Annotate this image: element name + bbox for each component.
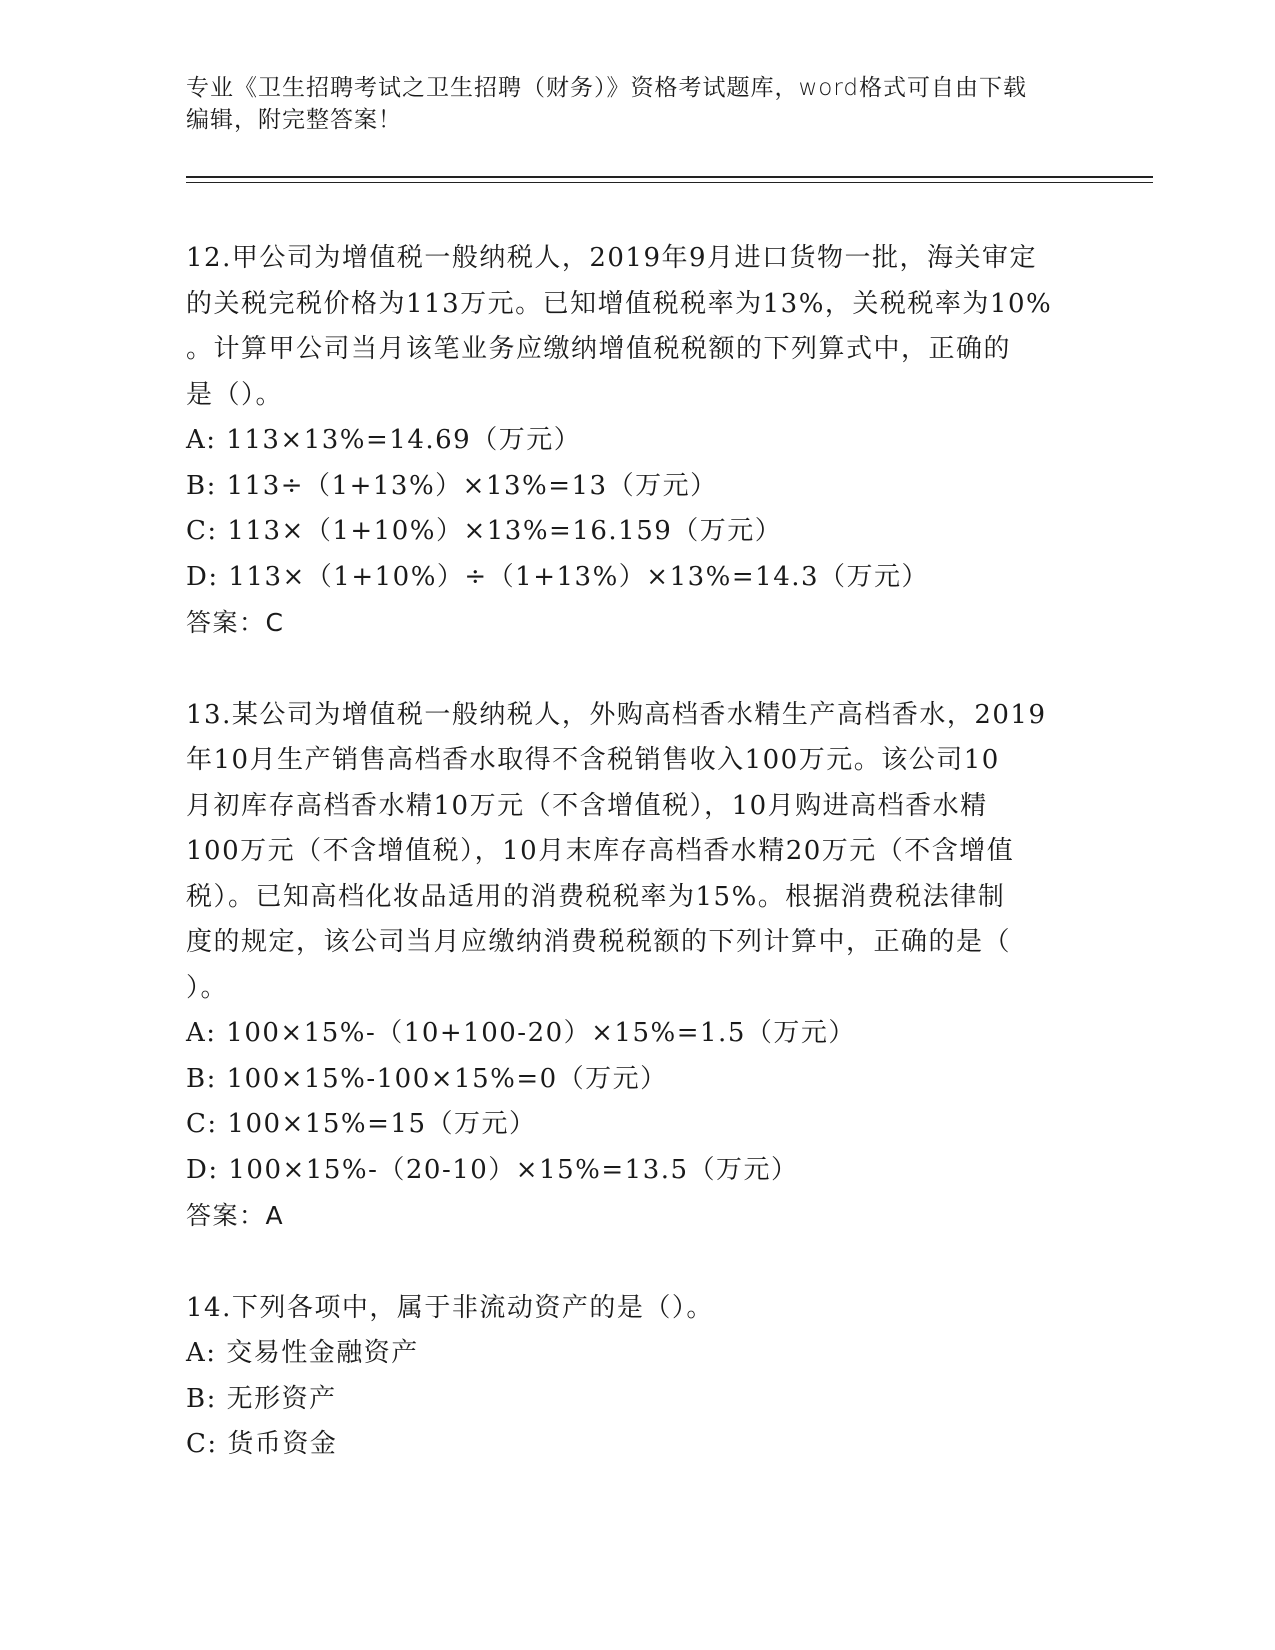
header-line-1: 专业《卫生招聘考试之卫生招聘（财务）》资格考试题库，word格式可自由下载 <box>186 75 1028 101</box>
question-text-line: 100万元（不含增值税），10月末库存高档香水精20万元（不含增值 <box>186 836 1015 866</box>
question-text-line: 14.下列各项中，属于非流动资产的是（）。 <box>186 1292 714 1323</box>
question-text-line: 13.某公司为增值税一般纳税人，外购高档香水精生产高档香水，2019 <box>186 699 1047 730</box>
option-b: B: 100×15%-100×15%=0（万元） <box>186 1063 668 1094</box>
option-a: A: 交易性金融资产 <box>186 1338 419 1368</box>
option-d: D: 100×15%-（20-10）×15%=13.5（万元） <box>186 1154 799 1185</box>
option-b: B: 113÷（1+13%）×13%=13（万元） <box>186 470 718 501</box>
question-text-line: 12.甲公司为增值税一般纳税人，2019年9月进口货物一批，海关审定 <box>186 243 1038 273</box>
option-c: C: 100×15%=15（万元） <box>186 1109 537 1139</box>
question-text-line: 的关税完税价格为113万元。已知增值税税率为13%，关税税率为10% <box>186 288 1053 319</box>
question-text-line: 税）。已知高档化妆品适用的消费税税率为15%。根据消费税法律制 <box>186 881 1006 912</box>
document-header <box>186 72 1086 136</box>
header-divider-thick <box>186 176 1153 178</box>
option-a: A: 113×13%=14.69（万元） <box>186 425 582 455</box>
option-b: B: 无形资产 <box>186 1383 337 1414</box>
question-text-line: 月初库存高档香水精10万元（不含增值税），10月购进高档香水精 <box>186 790 988 821</box>
question-14 <box>186 1286 1086 1468</box>
question-text-line: ）。 <box>186 972 229 1003</box>
question-text-line: 是（）。 <box>186 379 284 410</box>
question-text-line: 年10月生产销售高档香水取得不含税销售收入100万元。该公司10 <box>186 745 1000 775</box>
option-a: A: 100×15%-（10+100-20）×15%=1.5（万元） <box>186 1018 856 1048</box>
answer-line: 答案：A <box>186 1201 285 1230</box>
option-d: D: 113×（1+10%）÷（1+13%）×13%=14.3（万元） <box>186 561 930 592</box>
question-12 <box>186 236 1086 646</box>
question-13 <box>186 693 1086 1239</box>
header-divider-thin <box>186 182 1153 183</box>
option-c: C: 113×（1+10%）×13%=16.159（万元） <box>186 516 783 546</box>
question-text-line: 。计算甲公司当月该笔业务应缴纳增值税税额的下列算式中，正确的 <box>186 334 1012 364</box>
option-c: C: 货币资金 <box>186 1429 338 1459</box>
question-text-line: 度的规定，该公司当月应缴纳消费税税额的下列计算中，正确的是（ <box>186 927 1012 957</box>
header-line-2: 编辑，附完整答案！ <box>186 107 402 133</box>
question-list <box>186 236 1086 1468</box>
answer-line: 答案：C <box>186 608 285 637</box>
